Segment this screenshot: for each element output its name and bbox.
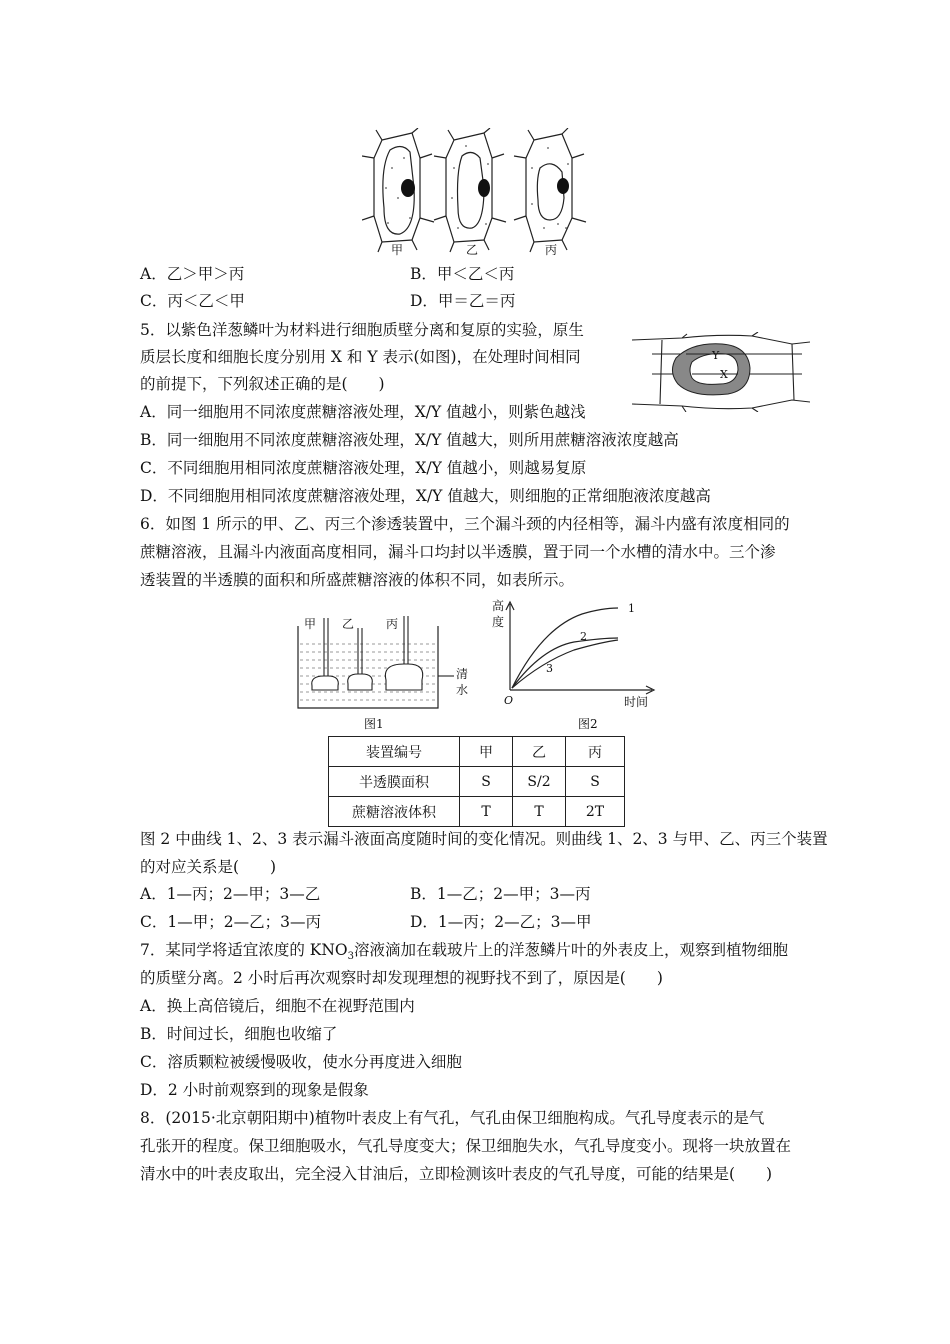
- table-cell: 蔗糖溶液体积: [329, 797, 460, 827]
- fig1-label-jia: 甲: [304, 617, 317, 631]
- q5-stem-line1: 5．以紫色洋葱鳞叶为材料进行细胞质壁分离和复原的实验，原生: [140, 321, 584, 339]
- q5-option-a: A．同一细胞用不同浓度蔗糖溶液处理，X/Y 值越小，则紫色越浅: [140, 403, 586, 421]
- q6-stem-line5: 的对应关系是( ): [140, 858, 277, 876]
- q8-stem-line2: 孔张开的程度。保卫细胞吸水，气孔导度变大；保卫细胞失水，气孔导度变小。现将一块放置在: [140, 1137, 792, 1155]
- device-table: [328, 736, 625, 827]
- table-row: [329, 767, 625, 797]
- q6-stem-line2: 蔗糖溶液，且漏斗内液面高度相同，漏斗口均封以半透膜，置于同一个水槽的清水中。三个渗: [140, 543, 776, 561]
- q6-option-b: B．1—乙；2—甲；3—丙: [410, 885, 591, 903]
- table-header-cell: 乙: [513, 737, 566, 767]
- fig1-label-water-2: 水: [456, 683, 469, 697]
- q7-stem-line2: 的质壁分离。2 小时后再次观察时却发现理想的视野找不到了，原因是( ): [140, 969, 663, 987]
- cell-label-jia: 甲: [391, 243, 404, 257]
- q5-option-d: D．不同细胞用相同浓度蔗糖溶液处理，X/Y 值越大，则细胞的正常细胞液浓度越高: [140, 487, 711, 505]
- figure-1-caption: 图1: [364, 717, 384, 731]
- xy-cell-figure: [632, 332, 810, 412]
- q7-line1-part-a: 7．某同学将适宜浓度的 KNO: [140, 941, 348, 959]
- cell-label-bing: 丙: [545, 243, 558, 257]
- table-header-cell: 甲: [460, 737, 513, 767]
- q6-option-c: C．1—甲；2—乙；3—丙: [140, 913, 321, 931]
- fig2-origin: O: [504, 694, 514, 707]
- q4-option-b: B．甲＜乙＜丙: [410, 265, 515, 283]
- fig2-curve3-label: 3: [546, 662, 553, 675]
- fig2-xlabel: 时间: [624, 695, 649, 709]
- table-cell: S: [566, 767, 625, 797]
- q7-line1-part-b: 溶液滴加在载玻片上的洋葱鳞片叶的外表皮上，观察到植物细胞: [354, 941, 789, 959]
- curve-2: [512, 638, 618, 688]
- fig-label-y: Y: [712, 349, 720, 362]
- q5-stem-line3: 的前提下，下列叙述正确的是( ): [140, 375, 385, 393]
- q6-stem-line4: 图 2 中曲线 1、2、3 表示漏斗液面高度随时间的变化情况。则曲线 1、2、3 与甲、乙、丙三个装置: [140, 830, 828, 848]
- table-cell: T: [513, 797, 566, 827]
- q7-option-d: D．2 小时前观察到的现象是假象: [140, 1081, 369, 1099]
- cells-figure: [362, 128, 592, 258]
- fig2-curve2-label: 2: [580, 630, 587, 643]
- q4-option-c: C．丙＜乙＜甲: [140, 292, 245, 310]
- figure-2-curves: [492, 598, 662, 710]
- q6-stem-line1: 6．如图 1 所示的甲、乙、丙三个渗透装置中，三个漏斗颈的内径相等，漏斗内盛有浓度相同的: [140, 515, 790, 533]
- fig1-label-yi: 乙: [342, 617, 355, 631]
- q4-option-a: A．乙＞甲＞丙: [140, 265, 245, 283]
- q8-stem-line3: 清水中的叶表皮取出，完全浸入甘油后，立即检测该叶表皮的气孔导度，可能的结果是( ): [140, 1165, 773, 1183]
- fig2-ylabel-1: 高: [492, 599, 505, 613]
- table-header-cell: 装置编号: [329, 737, 460, 767]
- q7-option-b: B．时间过长，细胞也收缩了: [140, 1025, 338, 1043]
- table-row: [329, 797, 625, 827]
- q6-option-a: A．1—丙；2—甲；3—乙: [140, 885, 321, 903]
- fig2-ylabel-2: 度: [492, 615, 505, 629]
- q8-stem-line1: 8．(2015·北京朝阳期中)植物叶表皮上有气孔，气孔由保卫细胞构成。气孔导度表示的是气: [140, 1109, 765, 1127]
- q7-stem-line1: [140, 940, 788, 967]
- q6-option-d: D．1—丙；2—乙；3—甲: [410, 913, 592, 931]
- table-cell: 半透膜面积: [329, 767, 460, 797]
- table-cell: 2T: [566, 797, 625, 827]
- q7-subscript: 3: [347, 951, 355, 963]
- curve-3: [512, 640, 618, 688]
- table-row: [329, 737, 625, 767]
- figure-1-osmosis: [296, 606, 481, 718]
- q4-option-d: D．甲＝乙＝丙: [410, 292, 516, 310]
- cell-label-yi: 乙: [466, 243, 479, 257]
- table-header-cell: 丙: [566, 737, 625, 767]
- q5-stem-line2: 质层长度和细胞长度分别用 X 和 Y 表示(如图)，在处理时间相同: [140, 348, 581, 366]
- fig1-label-bing: 丙: [386, 617, 399, 631]
- fig-label-x: X: [720, 368, 728, 381]
- table-cell: T: [460, 797, 513, 827]
- fig2-curve1-label: 1: [628, 602, 635, 615]
- table-cell: S/2: [513, 767, 566, 797]
- q6-stem-line3: 透装置的半透膜的面积和所盛蔗糖溶液的体积不同，如表所示。: [140, 571, 575, 589]
- table-cell: S: [460, 767, 513, 797]
- q7-option-c: C．溶质颗粒被缓慢吸收，使水分再度进入细胞: [140, 1053, 462, 1071]
- q5-option-c: C．不同细胞用相同浓度蔗糖溶液处理，X/Y 值越小，则越易复原: [140, 459, 587, 477]
- fig1-label-water-1: 清: [456, 667, 469, 681]
- q7-option-a: A．换上高倍镜后，细胞不在视野范围内: [140, 997, 415, 1015]
- q5-option-b: B．同一细胞用不同浓度蔗糖溶液处理，X/Y 值越大，则所用蔗糖溶液浓度越高: [140, 431, 679, 449]
- figure-2-caption: 图2: [578, 717, 598, 731]
